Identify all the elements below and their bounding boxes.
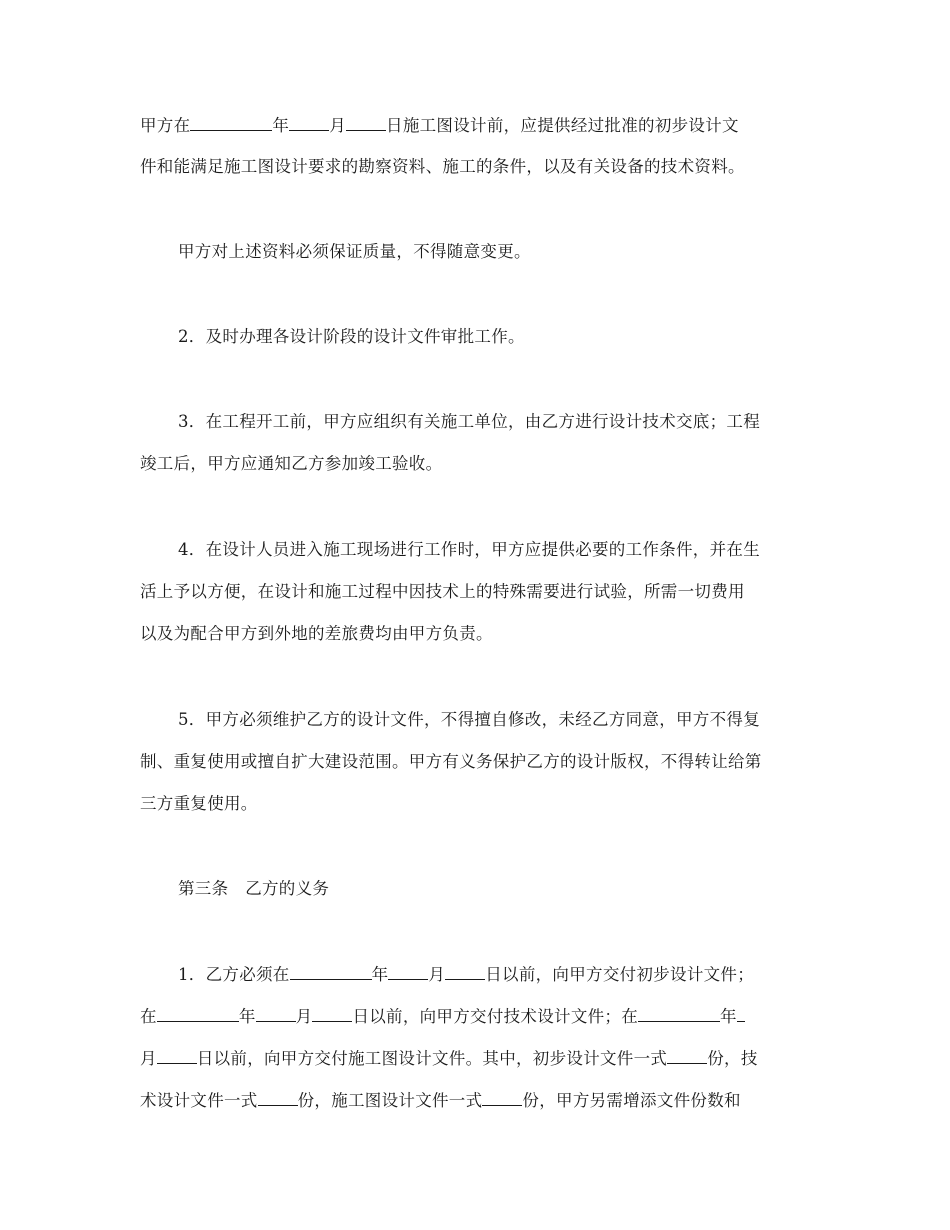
fill-in-blank: [482, 1089, 522, 1106]
fill-in-blank: [445, 963, 485, 980]
section-heading: 第三条 乙方的义务: [178, 879, 330, 898]
text: 术设计文件一式: [140, 1091, 258, 1110]
text: 年: [720, 1007, 737, 1026]
fill-in-blank: [190, 114, 272, 131]
text: 日以前，向甲方交付施工图设计文件。其中，初步设计文件一式: [196, 1049, 668, 1068]
fill-in-blank: [667, 1047, 707, 1064]
text: 年: [272, 116, 290, 135]
fill-in-blank: [256, 1005, 296, 1022]
fill-in-blank: [157, 1005, 239, 1022]
text: 份，甲方另需增添文件份数和: [522, 1091, 741, 1110]
list-item-2: 2．及时办理各设计阶段的设计文件审批工作。: [178, 327, 525, 346]
text: 月: [428, 965, 446, 984]
fill-in-blank: [289, 114, 329, 131]
text: 年: [371, 965, 389, 984]
paragraph-line: [140, 114, 739, 138]
fill-in-blank: [388, 963, 428, 980]
paragraph-line: 活上予以方便，在设计和施工过程中因技术上的特殊需要进行试验，所需一切费用: [140, 582, 745, 601]
list-item-5: 5．甲方必须维护乙方的设计文件，不得擅自修改，未经乙方同意，甲方不得复: [178, 710, 760, 729]
text: 日施工图设计前，应提供经过批准的初步设计文: [386, 116, 739, 135]
paragraph-line: 三方重复使用。: [140, 794, 258, 813]
paragraph-line: 制、重复使用或擅自扩大建设范围。甲方有义务保护乙方的设计版权，不得转让给第: [140, 752, 762, 771]
paragraph-line: 甲方对上述资料必须保证质量，不得随意变更。: [178, 242, 531, 261]
text: 在: [140, 1007, 157, 1026]
paragraph-line: 竣工后，甲方应通知乙方参加竣工验收。: [140, 454, 443, 473]
list-item-3: 3．在工程开工前，甲方应组织有关施工单位，由乙方进行设计技术交底；工程: [178, 412, 760, 431]
text: 日以前，向甲方交付初步设计文件；: [485, 965, 755, 984]
text: 份，技: [707, 1049, 758, 1068]
fill-in-blank: [737, 1005, 745, 1022]
text: 月: [295, 1007, 313, 1026]
fill-in-blank: [157, 1047, 197, 1064]
fill-in-blank: [346, 114, 386, 131]
paragraph-line: [140, 1089, 741, 1113]
paragraph-line: 以及为配合甲方到外地的差旅费均由甲方负责。: [140, 624, 493, 643]
fill-in-blank: [290, 963, 372, 980]
paragraph-line: [140, 1005, 745, 1029]
text: 1．乙方必须在: [178, 965, 290, 984]
fill-in-blank: [638, 1005, 720, 1022]
paragraph-line: 件和能满足施工图设计要求的勘察资料、施工的条件，以及有关设备的技术资料。: [140, 157, 745, 176]
fill-in-blank: [258, 1089, 298, 1106]
text: 年: [238, 1007, 256, 1026]
list-item-4: 4．在设计人员进入施工现场进行工作时，甲方应提供必要的工作条件，并在生: [178, 540, 760, 559]
paragraph-line: [140, 1047, 758, 1071]
list-item-1: [178, 963, 754, 987]
fill-in-blank: [312, 1005, 352, 1022]
text: 份，施工图设计文件一式: [297, 1091, 483, 1110]
text: 月: [329, 116, 347, 135]
text: 日以前，向甲方交付技术设计文件；在: [352, 1007, 639, 1026]
text: 甲方在: [140, 116, 191, 135]
text: 月: [140, 1049, 157, 1068]
